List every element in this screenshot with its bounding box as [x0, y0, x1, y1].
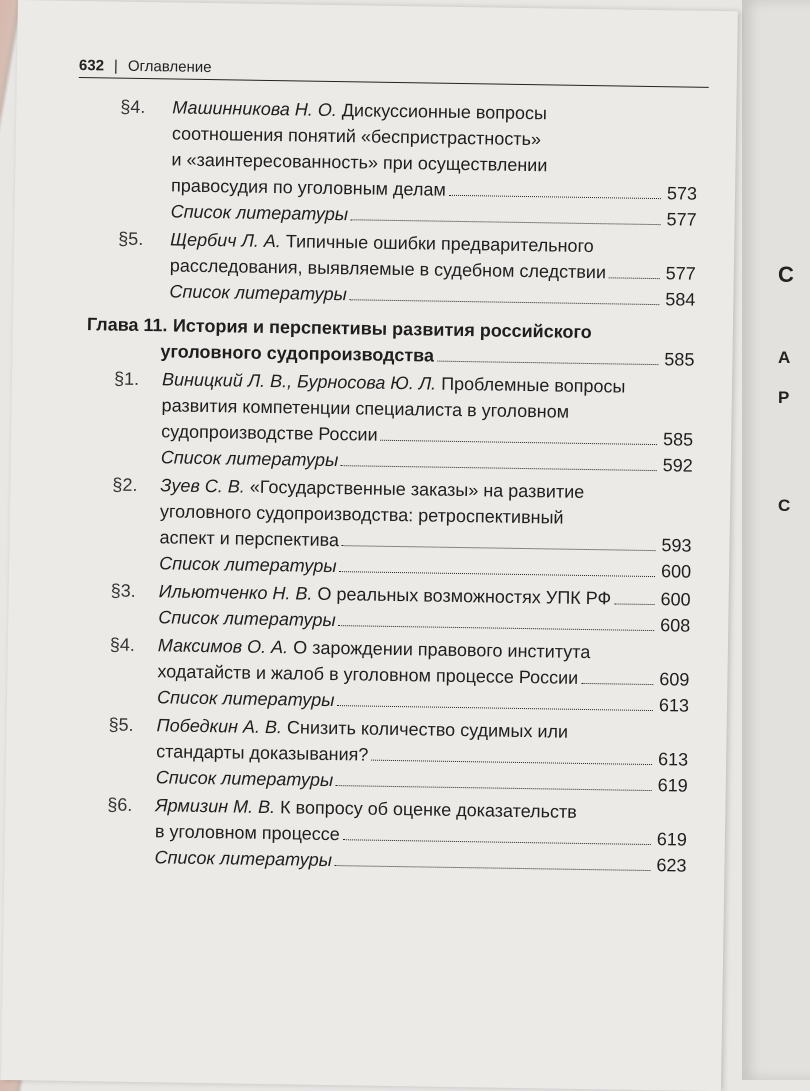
entry-author: Ильютченко Н. В.: [158, 581, 313, 604]
bibliography-label: Список литературы: [155, 767, 334, 791]
entry-title: судопроизводстве России: [161, 421, 378, 445]
entry-page: 600: [660, 589, 691, 610]
entry-title: стандарты доказывания?: [156, 741, 369, 765]
facing-page: [742, 0, 810, 1080]
toc-entry: [66, 791, 687, 879]
bibliography-label: Список литературы: [160, 447, 339, 471]
leader-dots: [339, 625, 655, 631]
section-number: §6.: [107, 794, 133, 815]
entry-title: Снизить количество судимых или: [286, 717, 569, 742]
section-number: §5.: [118, 228, 144, 249]
chapter-page: 585: [664, 349, 695, 370]
facing-page-letter: А: [778, 348, 791, 367]
toc-entry: [71, 471, 693, 585]
entry-author: Максимов О. А.: [157, 635, 289, 658]
header-title: Оглавление: [127, 57, 212, 77]
bibliography-label: Список литературы: [156, 687, 335, 711]
section-number: §4.: [120, 96, 146, 118]
entry-page: 585: [662, 429, 694, 450]
entry-page: 573: [666, 183, 698, 204]
leader-dots: [609, 277, 660, 279]
leader-dots: [351, 219, 661, 225]
entry-line: развития компетенции специалиста в уголовном: [161, 395, 570, 422]
entry-page: 593: [661, 535, 692, 556]
entry-line: уголовного судопроизводства: ретроспективный: [159, 501, 564, 528]
chapter-label: Глава 11.: [86, 314, 168, 336]
section-number: §1.: [113, 368, 140, 389]
entry-title: Проблемные вопросы: [441, 373, 626, 397]
bibliography-page: 619: [657, 775, 688, 796]
page-number: 632: [78, 56, 105, 75]
leader-dots: [614, 603, 654, 605]
entry-page: 619: [656, 829, 688, 850]
toc-entry: [69, 631, 690, 719]
leader-dots: [341, 465, 657, 471]
leader-dots: [342, 545, 656, 551]
bibliography-page: 608: [660, 615, 691, 636]
section-number: §3.: [110, 580, 136, 601]
entry-page: 609: [659, 669, 690, 690]
entry-title: К вопросу об оценке доказательств: [279, 797, 577, 822]
facing-page-letter: С: [778, 496, 791, 515]
toc-entry: [75, 225, 696, 313]
chapter-heading: [74, 311, 695, 373]
entry-title: правосудия по уголовным делам: [170, 175, 446, 200]
entry-title: аспект и перспектива: [159, 527, 340, 551]
chapter-title: уголовного судопроизводства: [160, 341, 435, 366]
toc-entry: [73, 365, 695, 479]
entry-title: расследования, выявляемые в судебном следствии: [169, 255, 607, 283]
entry-author: Зуев С. В.: [160, 475, 246, 497]
bibliography-label: Список литературы: [170, 201, 349, 225]
bibliography-page: 577: [666, 209, 697, 230]
entry-author: Виницкий Л. В., Бурносова Ю. Л.: [161, 369, 437, 394]
leader-dots: [343, 839, 651, 845]
entry-author: Победкин А. В.: [156, 715, 283, 738]
entry-title: Дискуссионные вопросы: [341, 100, 548, 124]
entry-title: «Государственные заказы» на развитие: [249, 476, 585, 502]
table-of-contents: [66, 93, 698, 881]
toc-entry: [77, 93, 699, 233]
entry-author: Щербич Л. А.: [170, 229, 282, 252]
facing-page-letter: Р: [778, 388, 790, 407]
leader-dots: [581, 683, 653, 685]
entry-page: 613: [657, 749, 689, 770]
entry-title: в уголовном процессе: [154, 821, 340, 845]
section-number: §5.: [108, 714, 134, 735]
entry-page: 577: [665, 263, 696, 284]
bibliography-page: 613: [658, 695, 690, 716]
entry-title: О реальных возможностях УПК РФ: [317, 583, 612, 609]
toc-entry: [68, 711, 689, 799]
running-header: [79, 57, 709, 84]
facing-page-letter: С: [778, 262, 794, 287]
bibliography-page: 623: [656, 855, 687, 876]
leader-dots: [336, 785, 652, 791]
leader-dots: [381, 440, 658, 445]
entry-title: Типичные ошибки предварительного: [285, 231, 594, 257]
leader-dots: [337, 705, 653, 711]
leader-dots: [350, 299, 660, 305]
entry-author: Машинникова Н. О.: [172, 97, 337, 121]
bibliography-label: Список литературы: [169, 281, 348, 305]
entry-line: и «заинтересованность» при осуществлении: [171, 149, 548, 176]
book-page: [1, 0, 738, 1091]
entry-line: соотношения понятий «беспристрастность»: [171, 123, 542, 150]
header-separator: |: [113, 57, 119, 75]
leader-dots: [340, 571, 656, 577]
section-number: §4.: [109, 634, 136, 655]
entry-author: Ярмизин М. В.: [155, 795, 276, 818]
section-number: §2.: [112, 474, 138, 495]
leader-dots: [437, 361, 658, 365]
leader-dots: [371, 760, 652, 765]
leader-dots: [449, 195, 661, 199]
bibliography-page: 584: [665, 289, 696, 310]
bibliography-page: 592: [662, 455, 693, 476]
toc-entry: [70, 577, 691, 639]
leader-dots: [335, 865, 651, 871]
bibliography-label: Список литературы: [159, 553, 337, 577]
chapter-title: История и перспективы развития российского: [172, 315, 592, 343]
bibliography-label: Список литературы: [154, 847, 333, 871]
entry-title: О зарождении правового института: [293, 637, 591, 663]
bibliography-page: 600: [660, 561, 692, 582]
bibliography-label: Список литературы: [158, 607, 336, 631]
entry-title: ходатайств и жалоб в уголовном процессе России: [157, 661, 579, 688]
